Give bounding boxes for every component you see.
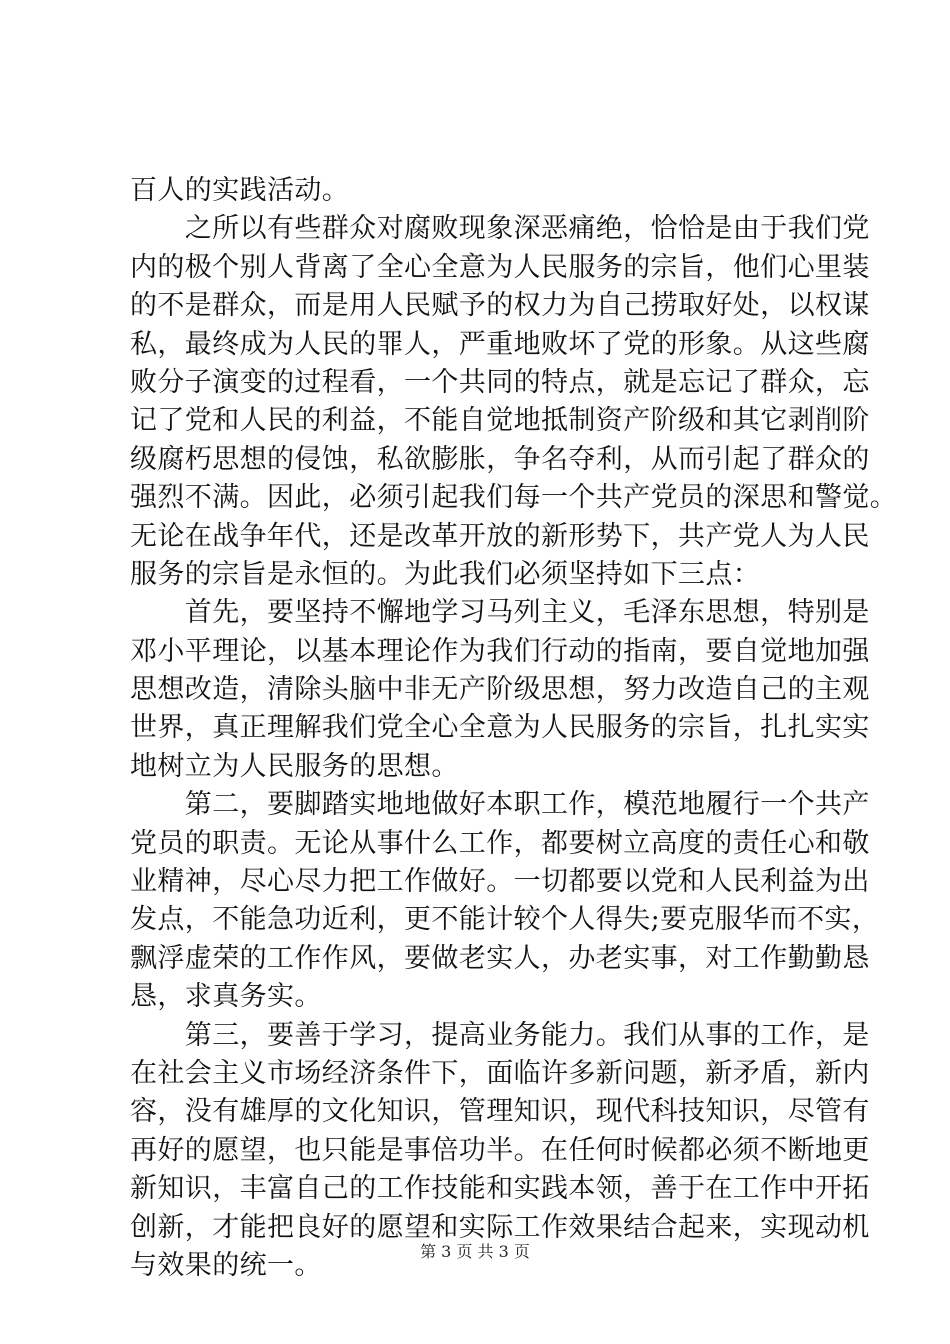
text-line: 内的极个别人背离了全心全意为人民服务的宗旨，他们心里装 [130,251,870,283]
text-line: 百人的实践活动。 [130,175,350,206]
text-line: 第二，要脚踏实地地做好本职工作，模范地履行一个共产 [130,789,870,821]
text-line: 党员的职责。无论从事什么工作，都要树立高度的责任心和敬 [130,827,870,859]
text-line: 私，最终成为人民的罪人，严重地败坏了党的形象。从这些腐 [130,328,870,360]
text-line: 发点，不能急功近利，更不能计较个人得失;要克服华而不实， [130,904,880,936]
text-line: 业精神，尽心尽力把工作做好。一切都要以党和人民利益为出 [130,866,870,898]
text-line: 与效果的统一。 [130,1249,322,1281]
text-line: 在社会主义市场经济条件下，面临许多新问题，新矛盾，新内 [130,1057,870,1089]
text-line: 创新，才能把良好的愿望和实际工作效果结合起来，实现动机 [130,1211,870,1243]
text-line: 的不是群众，而是用人民赋予的权力为自己捞取好处，以权谋 [130,290,870,322]
text-line: 恳，求真务实。 [130,981,322,1013]
body-text [130,172,898,1285]
text-line: 邓小平理论，以基本理论作为我们行动的指南，要自觉地加强 [130,635,870,667]
text-line: 无论在战争年代，还是改革开放的新形势下，共产党人为人民 [130,520,870,552]
text-line: 记了党和人民的利益，不能自觉地抵制资产阶级和其它剥削阶 [130,405,870,437]
text-line: 强烈不满。因此，必须引起我们每一个共产党员的深思和警觉。 [130,482,898,514]
text-line: 地树立为人民服务的思想。 [130,750,459,782]
text-line: 再好的愿望，也只能是事倍功半。在任何时候都必须不断地更 [130,1134,870,1166]
text-line: 容，没有雄厚的文化知识，管理知识，现代科技知识，尽管有 [130,1096,870,1128]
text-line: 之所以有些群众对腐败现象深恶痛绝，恰恰是由于我们党 [130,213,870,245]
text-line: 新知识，丰富自己的工作技能和实践本领，善于在工作中开拓 [130,1173,870,1205]
text-line: 服务的宗旨是永恒的。为此我们必须坚持如下三点： [130,558,761,590]
text-line: 第三，要善于学习，提高业务能力。我们从事的工作，是 [130,1019,870,1051]
text-line: 败分子演变的过程看，一个共同的特点，就是忘记了群众，忘 [130,366,870,398]
text-line: 飘浮虚荣的工作作风，要做老实人，办老实事，对工作勤勤恳 [130,942,870,974]
text-line: 思想改造，清除头脑中非无产阶级思想，努力改造自己的主观 [130,674,870,706]
text-line: 级腐朽思想的侵蚀，私欲膨胀，争名夺利，从而引起了群众的 [130,443,870,475]
page-number-footer: 第 3 页 共 3 页 [420,1242,530,1261]
text-line: 首先，要坚持不懈地学习马列主义，毛泽东思想，特别是 [130,597,870,629]
text-line: 世界，真正理解我们党全心全意为人民服务的宗旨，扎扎实实 [130,712,870,744]
